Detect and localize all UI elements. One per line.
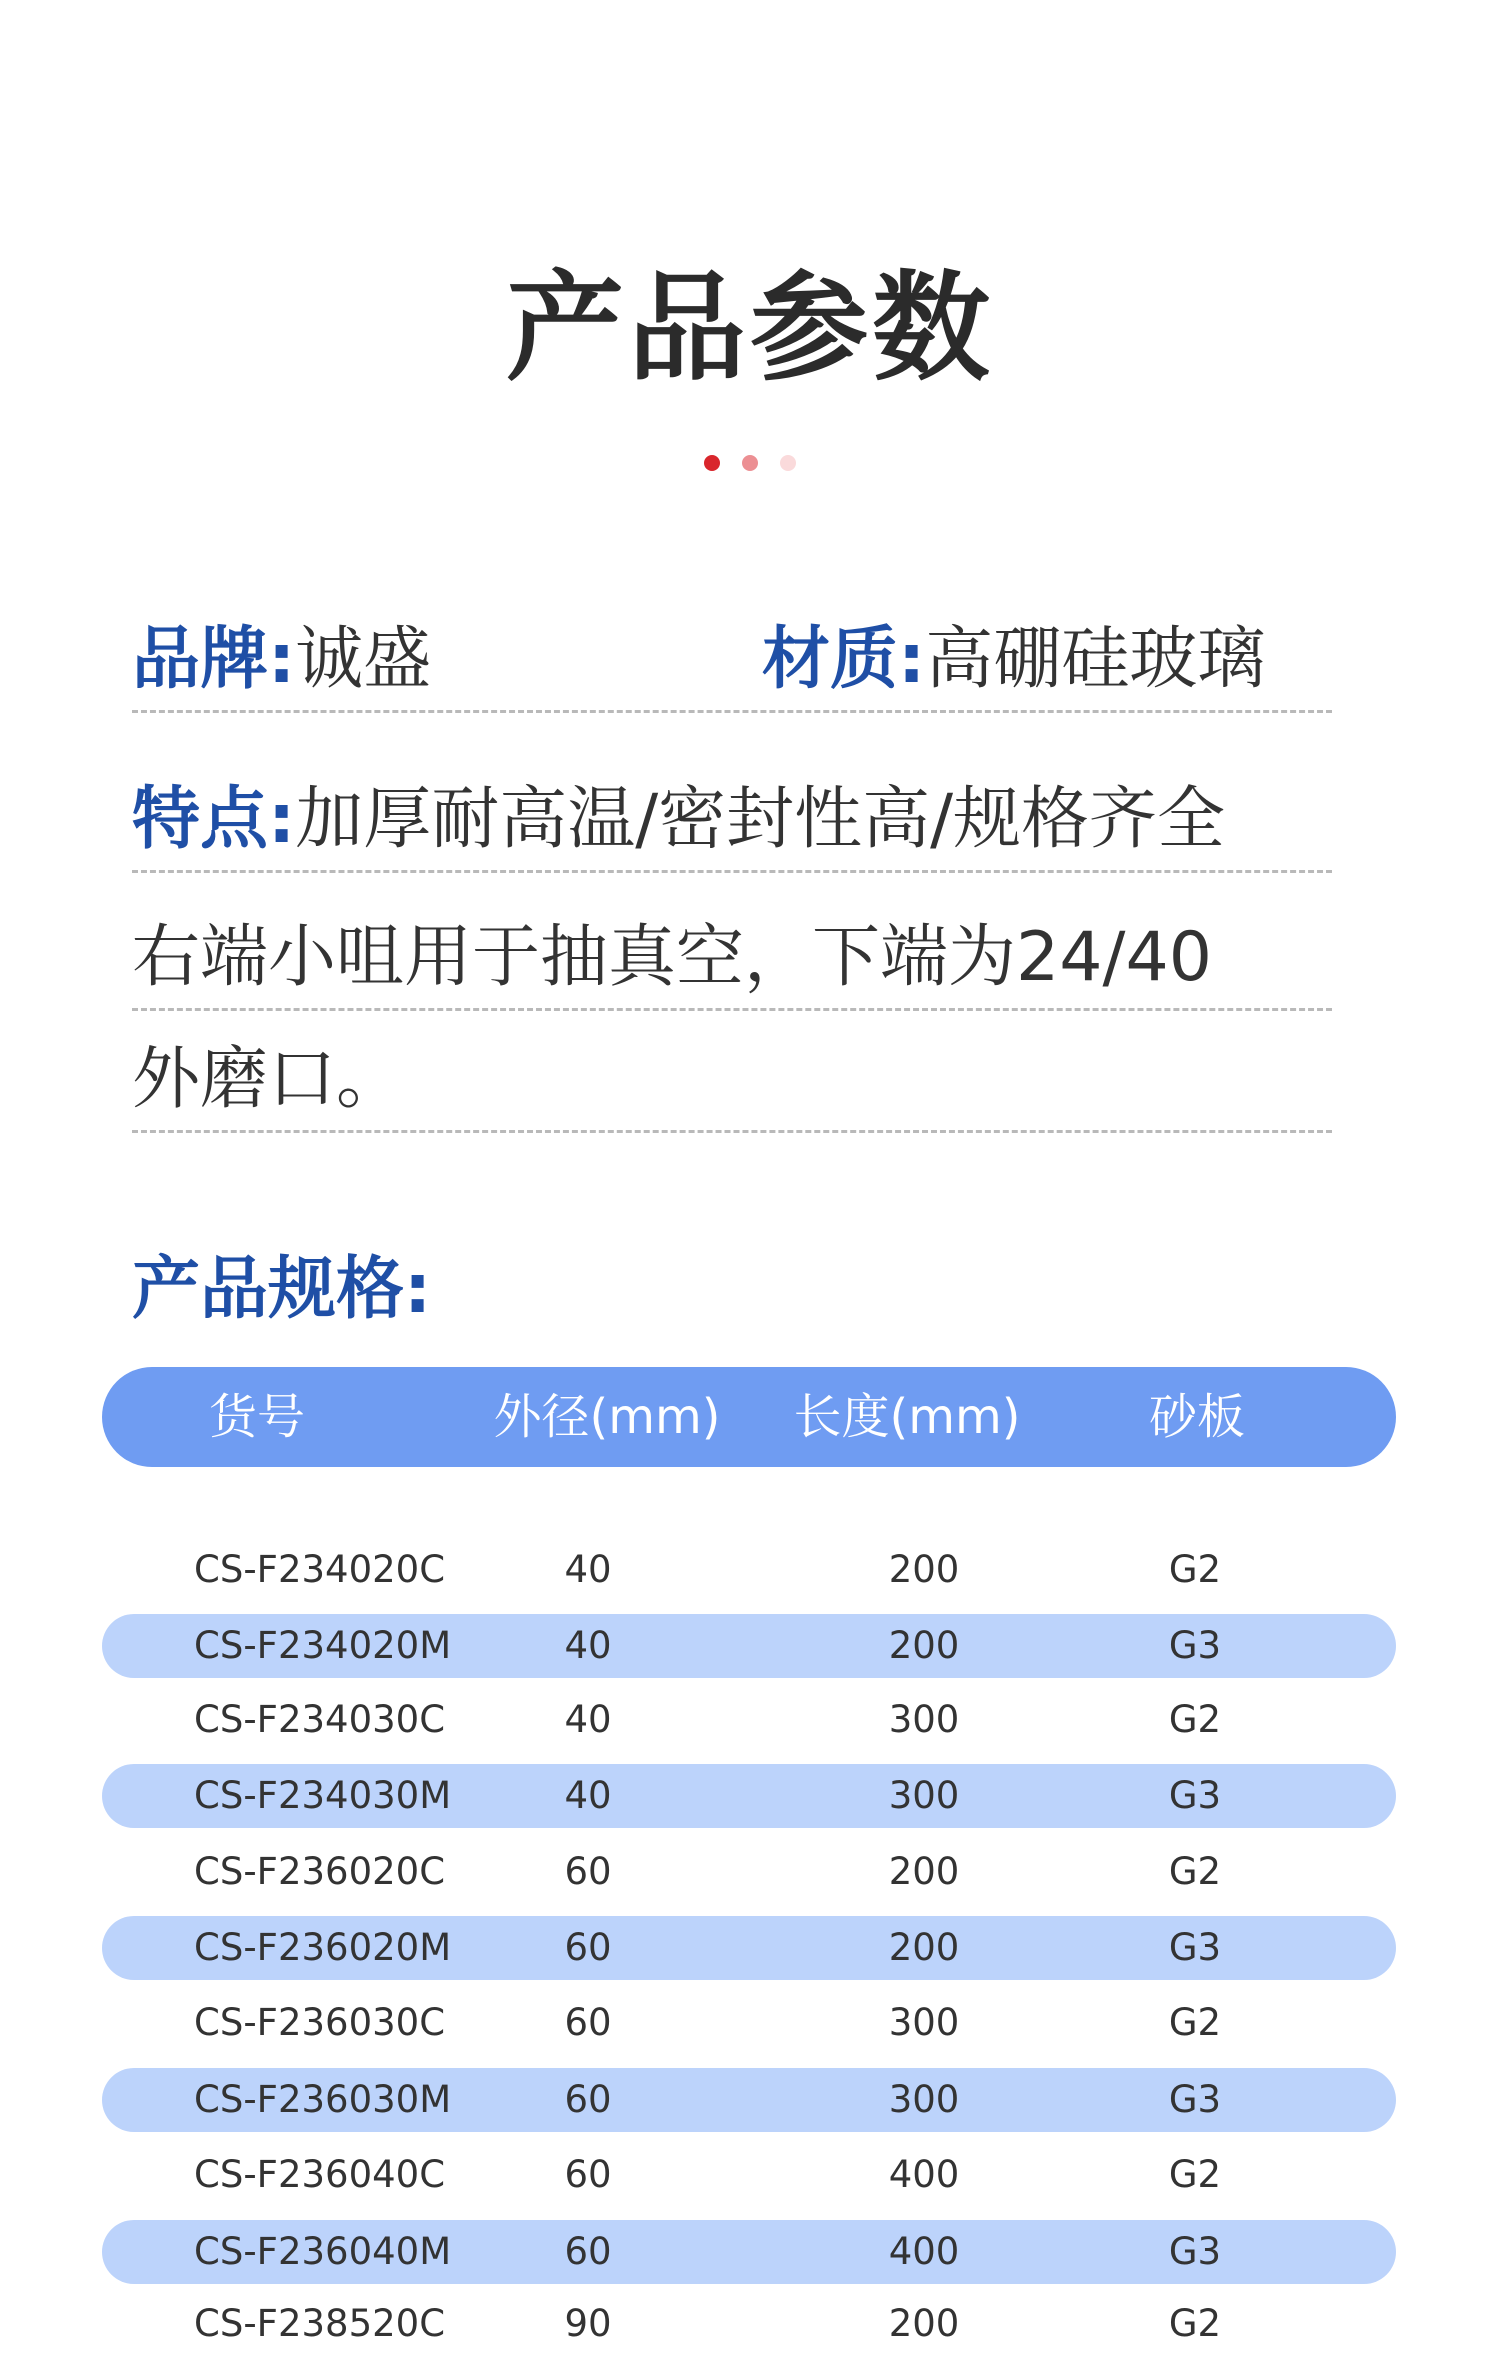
table-row: CS-F236030M 60 300 G3 (102, 2068, 1396, 2132)
description-line-2 (132, 1030, 1332, 1133)
item-no-cell: CS-F234020M (194, 1624, 452, 1667)
header-frit: 砂板 (1148, 1389, 1245, 1445)
feature-label: 特点: (132, 780, 296, 859)
item-no-cell: CS-F234030C (194, 1698, 446, 1741)
table-row: CS-F234020C 40 200 G2 (102, 1538, 1396, 1602)
table-row: CS-F234020M 40 200 G3 (102, 1614, 1396, 1678)
item-no-cell: CS-F236040C (194, 2153, 446, 2196)
feature-line (132, 770, 1332, 873)
table-row: CS-F236040M 60 400 G3 (102, 2220, 1396, 2284)
material-group (762, 610, 1265, 710)
pagination-dots (0, 455, 1500, 471)
table-row: CS-F238520C 90 200 G2 (102, 2292, 1396, 2356)
material-label: 材质: (762, 620, 926, 699)
table-row: CS-F234030C 40 300 G2 (102, 1688, 1396, 1752)
header-item-no: 货号 (208, 1389, 305, 1445)
item-no-cell: CS-F236030C (194, 2001, 446, 2044)
brand-material-line (132, 610, 1332, 713)
table-row: CS-F234030M 40 300 G3 (102, 1764, 1396, 1828)
dot-3 (780, 455, 796, 471)
header-outer-diameter: 外径(mm) (493, 1389, 721, 1445)
table-row: CS-F236030C 60 300 G2 (102, 1991, 1396, 2055)
item-no-cell: CS-F238520C (194, 2302, 446, 2345)
item-no-cell: CS-F236040M (194, 2230, 452, 2273)
header-length: 长度(mm) (793, 1389, 1021, 1445)
brand-value: 诚盛 (295, 620, 432, 699)
item-no-cell: CS-F234020C (194, 1548, 446, 1591)
item-no-cell: CS-F236030M (194, 2078, 452, 2121)
description-line-1 (132, 908, 1332, 1011)
brand-label: 品牌: (132, 620, 296, 699)
dot-1 (704, 455, 720, 471)
description-text-1: 右端小咀用于抽真空，下端为24/40 (132, 918, 1212, 997)
table-row: CS-F236040C 60 400 G2 (102, 2143, 1396, 2207)
table-header (102, 1367, 1396, 1467)
spec-heading: 产品规格: (132, 1250, 432, 1329)
dot-2 (742, 455, 758, 471)
material-value: 高硼硅玻璃 (925, 620, 1266, 699)
table-row: CS-F236020C 60 200 G2 (102, 1840, 1396, 1904)
item-no-cell: CS-F236020M (194, 1926, 452, 1969)
description-text-2: 外磨口。 (132, 1040, 405, 1119)
item-no-cell: CS-F236020C (194, 1850, 446, 1893)
item-no-cell: CS-F234030M (194, 1774, 452, 1817)
feature-value: 加厚耐高温/密封性高/规格齐全 (295, 780, 1226, 859)
page-title: 产品参数 (505, 259, 994, 397)
table-row: CS-F236020M 60 200 G3 (102, 1916, 1396, 1980)
